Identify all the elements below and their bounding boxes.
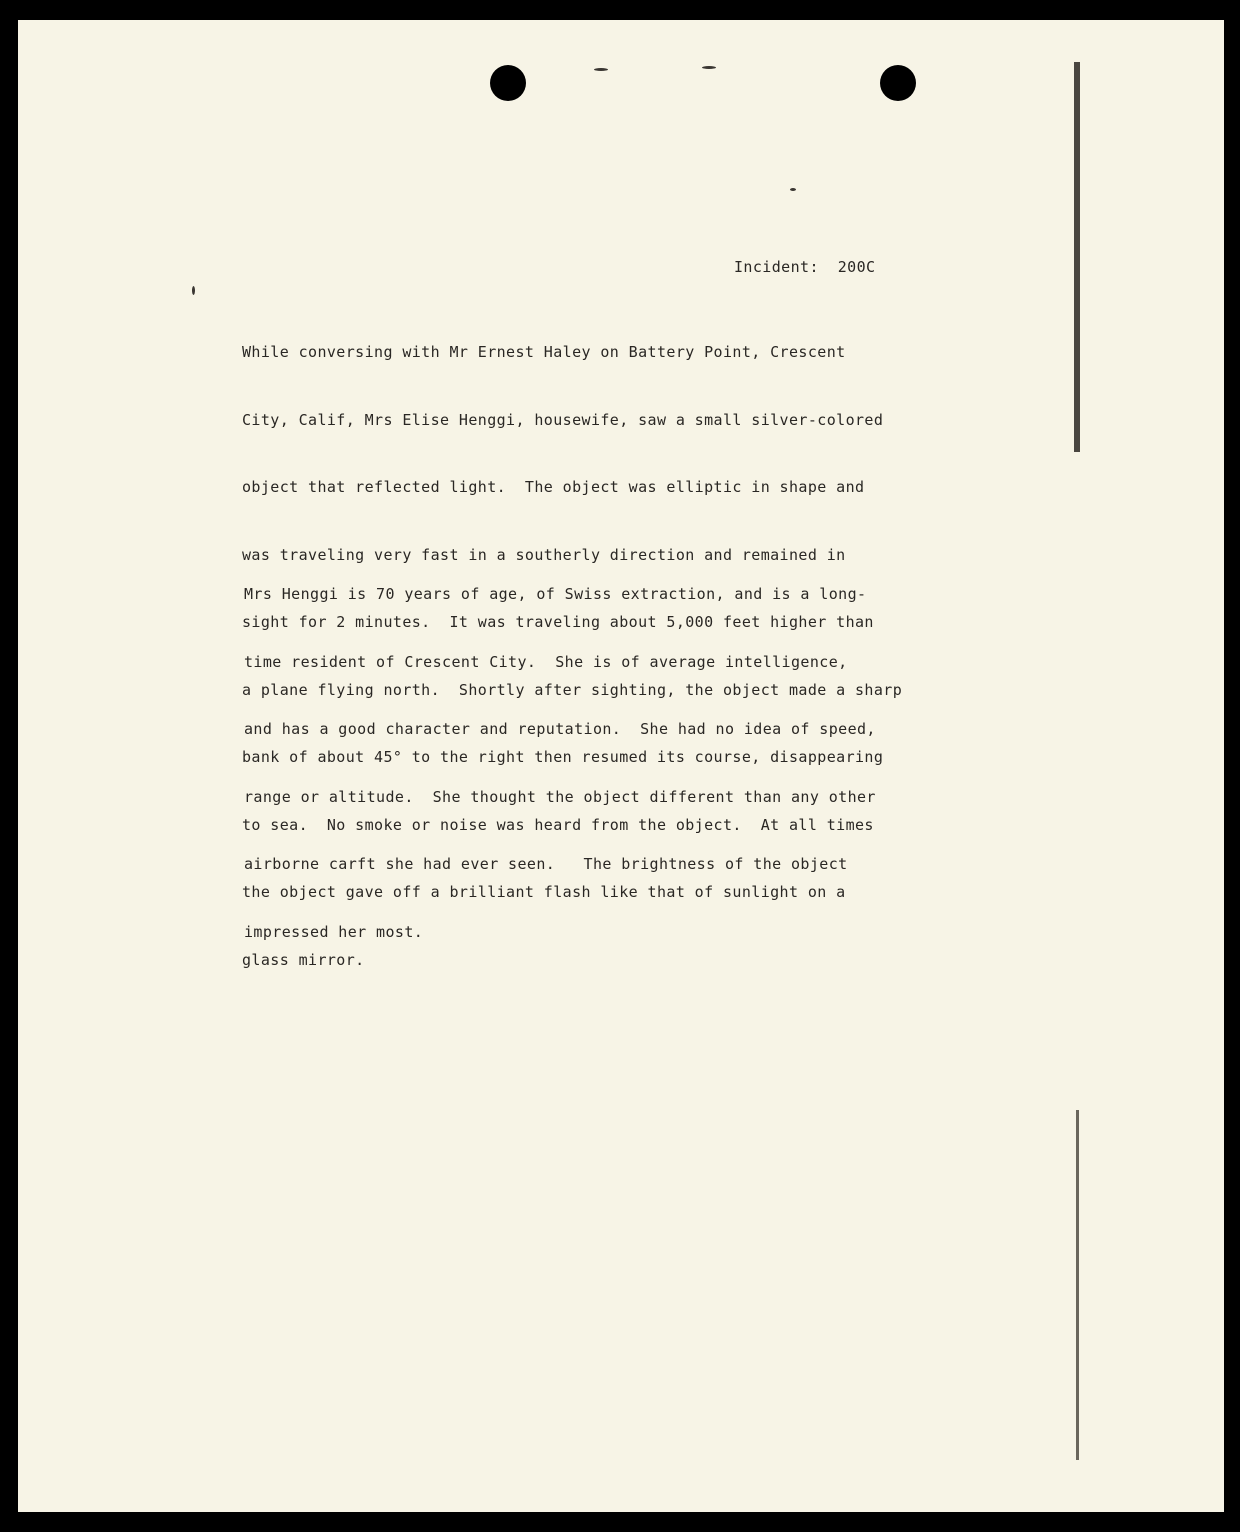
document-sheet [18,20,1224,1512]
ink-speck [192,286,195,295]
ink-speck [790,188,796,191]
text-line: range or altitude. She thought the object different than any other [244,787,876,806]
incident-number: Incident: 200C [734,258,876,276]
text-line: airborne carft she had ever seen. The brightness of the object [244,855,848,873]
text-line: to sea. No smoke or noise was heard from the object. At all times [242,815,874,834]
text-line: glass mirror. [242,950,365,969]
text-line: impressed her most. [244,922,424,941]
ink-speck [594,68,608,71]
text-line: bank of about 45° to the right then resumed its course, disappearing [242,748,884,766]
text-line: While conversing with Mr Ernest Haley on Battery Point, Crescent [242,343,846,361]
text-line: was traveling very fast in a southerly direction and remained in [242,545,846,564]
text-line: and has a good character and reputation. She had no idea of speed, [244,720,876,738]
text-line: object that reflected light. The object was elliptic in shape and [242,478,865,496]
page-edge-shadow-bottom [1076,1110,1079,1460]
punch-hole-right [880,65,916,101]
punch-hole-left [490,65,526,101]
page-edge-shadow-top [1074,62,1080,452]
report-paragraph-witness [244,538,876,988]
ink-speck [702,66,716,69]
text-line: City, Calif, Mrs Elise Henggi, housewife, saw a small silver-colored [242,410,884,429]
text-line: a plane flying north. Shortly after sighting, the object made a sharp [242,680,903,699]
text-line: Mrs Henggi is 70 years of age, of Swiss extraction, and is a long- [244,585,867,603]
text-line: time resident of Crescent City. She is of average intelligence, [244,652,848,671]
text-line: sight for 2 minutes. It was traveling about 5,000 feet higher than [242,613,874,631]
text-line: the object gave off a brilliant flash like that of sunlight on a [242,883,846,901]
